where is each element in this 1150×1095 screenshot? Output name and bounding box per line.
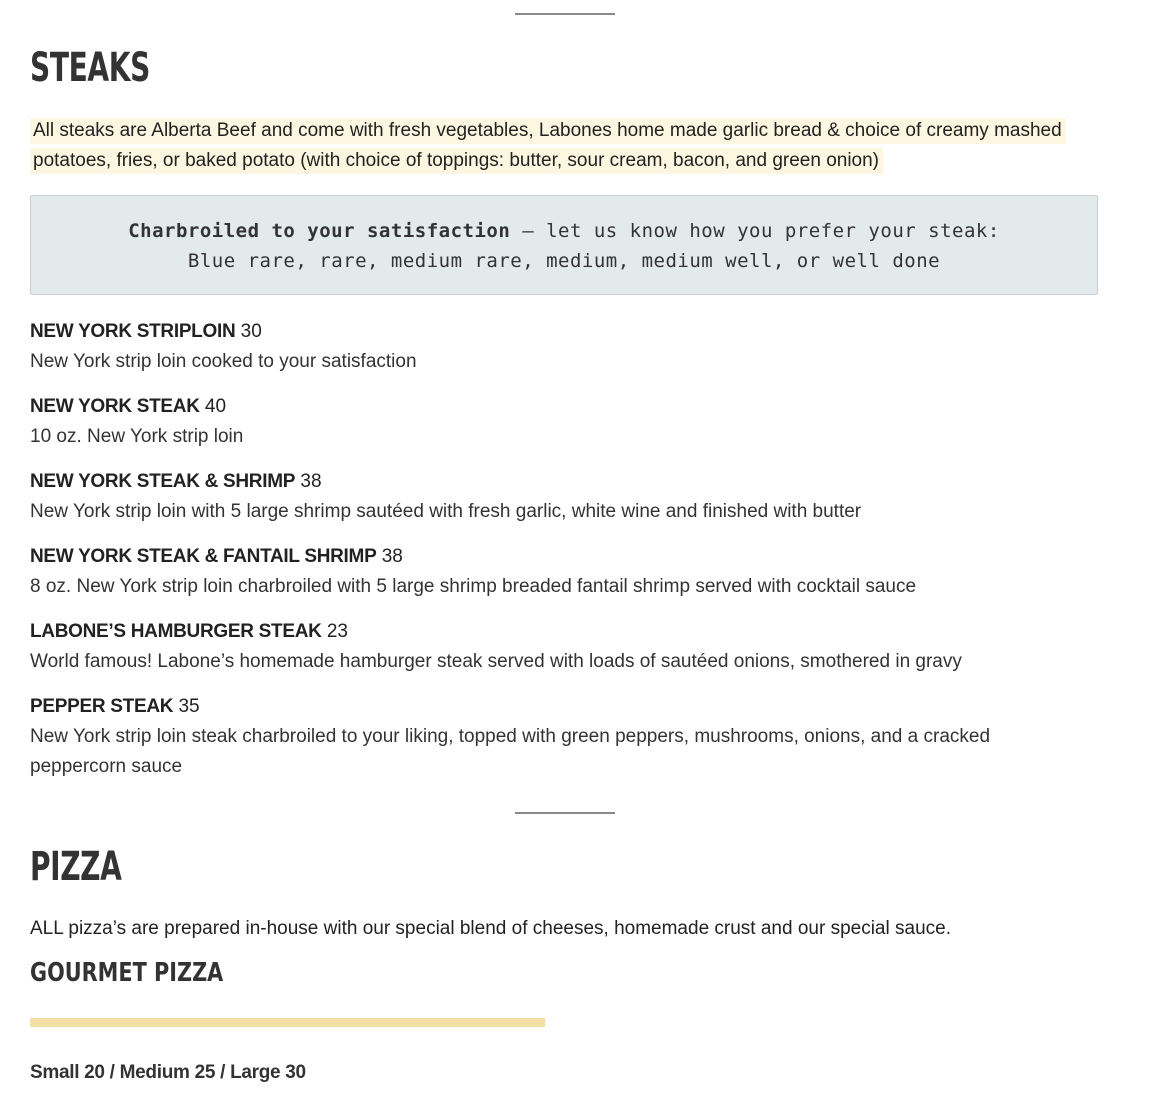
item-description: New York strip loin steak charbroiled to your liking, topped with green peppers, mushrooms, onions, and a cracked peppercorn sauce [30,726,991,777]
item-price: 23 [326,621,348,642]
menu-item-new-york-striploin [30,317,1100,377]
menu-item-new-york-steak-fantail-shrimp [30,542,1100,602]
section-divider [515,812,615,814]
top-divider [515,13,615,15]
item-description: 8 oz. New York strip loin charbroiled with 5 large shrimp breaded fantail shrimp served with cocktail sauce [30,576,917,597]
item-name: NEW YORK STEAK & SHRIMP [30,471,296,492]
item-price: 30 [240,321,262,342]
gourmet-pizza-accent-bar [30,1018,545,1027]
menu-item-pepper-steak [30,692,1030,782]
doneness-note-bold: Charbroiled to your satisfaction [128,220,511,242]
item-description: 10 oz. New York strip loin [30,426,244,447]
item-price: 38 [381,546,403,567]
item-price: 35 [178,696,200,717]
item-description: New York strip loin cooked to your satisfaction [30,351,417,372]
doneness-note [30,195,1098,295]
pizza-section-title: PIZZA [30,844,122,890]
doneness-note-line-1 [31,216,1097,246]
item-name: NEW YORK STEAK [30,396,200,417]
item-price: 38 [300,471,322,492]
steaks-intro-highlight: All steaks are Alberta Beef and come with fresh vegetables, Labones home made garlic bread & choice of creamy mashed potatoes, fries, or baked potato (with choice of toppings: butter, sour cream, bacon, and green onion) [30,118,1066,174]
steaks-intro [30,116,1100,176]
menu-item-new-york-steak-shrimp [30,467,1100,527]
steaks-section-title: STEAKS [30,45,150,91]
pizza-intro: ALL pizza’s are prepared in-house with our special blend of cheeses, homemade crust and our special sauce. [30,918,951,939]
item-name: NEW YORK STRIPLOIN [30,321,236,342]
item-name: LABONE’S HAMBURGER STEAK [30,621,322,642]
menu-item-new-york-steak [30,392,1100,452]
menu-item-labones-hamburger-steak [30,617,1100,677]
item-description: World famous! Labone’s homemade hamburger steak served with loads of sautéed onions, smothered in gravy [30,651,962,672]
item-name: PEPPER STEAK [30,696,174,717]
item-name: NEW YORK STEAK & FANTAIL SHRIMP [30,546,377,567]
item-description: New York strip loin with 5 large shrimp sautéed with fresh garlic, white wine and finished with butter [30,501,862,522]
doneness-note-rest: – let us know how you prefer your steak: [510,220,1000,242]
pizza-size-prices: Small 20 / Medium 25 / Large 30 [30,1062,306,1083]
gourmet-pizza-title: GOURMET PIZZA [30,958,224,988]
item-price: 40 [204,396,227,417]
doneness-note-line-2: Blue rare, rare, medium rare, medium, medium well, or well done [187,250,941,272]
